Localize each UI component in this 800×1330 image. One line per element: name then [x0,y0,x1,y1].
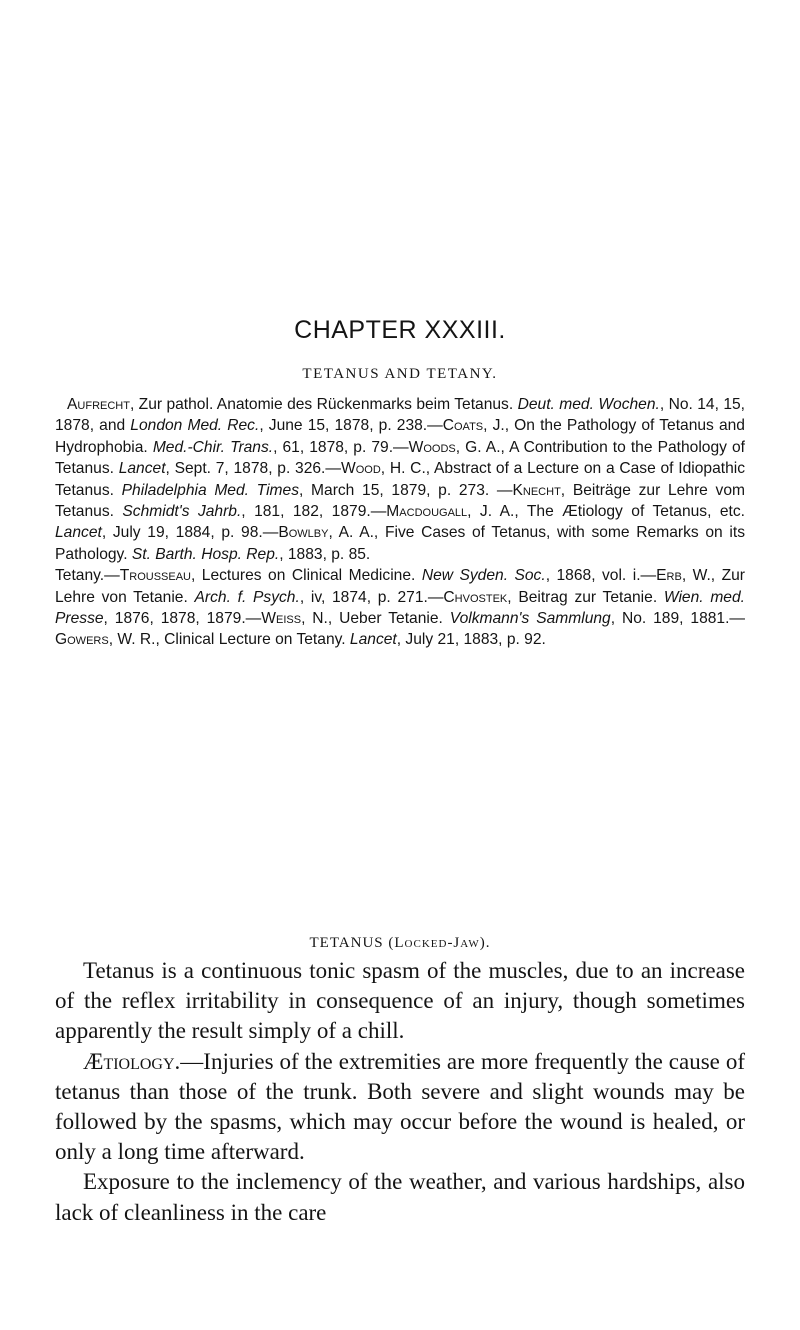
ref-author: Macdougall [386,503,468,521]
aetiology-text: .—Injuries of the extremities are more frequently the cause of tetanus than those of the trunk. Both severe and slight wounds may be followed by the spasms, which may occur before the wound is healed, or only a long time afterward. [55,1048,745,1165]
ref-author: Coats [442,417,484,435]
ref-details: , iv, 1874, p. 271.— [299,588,444,606]
tetany-bibliography-paragraph [55,565,745,651]
subheading-end: ). [479,935,491,951]
ref-text: , J., On the Pathology of Tetanus and Hydrophobia. [55,417,745,456]
chapter-title: CHAPTER XXXIII. [294,316,506,344]
ref-journal: Lancet [349,631,397,649]
ref-journal: Philadelphia Med. Times [121,481,299,499]
ref-author: Gowers [55,631,109,649]
ref-author: Bowlby [278,524,329,542]
ref-details: , Sept. 7, 1878, p. 326.— [165,460,341,478]
ref-text: , J. A., The Ætiology of Tetanus, etc. [467,503,745,521]
ref-journal: London Med. Rec. [130,417,260,435]
ref-details: , 1868, vol. i.— [545,567,657,585]
subsection-heading [55,935,745,952]
ref-details: , No. 189, 1881.— [610,610,746,628]
paragraph-definition: Tetanus is a continuous tonic spasm of the muscles, due to an increase of the reflex irritability in consequence of an injury, though sometimes apparently the result simply of a chill. [55,958,745,1044]
ref-journal: Arch. f. Psych. [194,588,300,606]
ref-text: , W., Zur Lehre von Tetanie. [55,567,745,606]
ref-journal: Wien. med. Presse [55,588,745,628]
ref-details: , June 15, 1878, p. 238.— [259,417,443,435]
ref-text: , W. R., Clinical Lecture on Tetany. [108,631,350,649]
subheading-small-caps: Locked-Jaw [394,935,480,951]
ref-text: , H. C., Abstract of a Lecture on a Case of Idiopathic Tetanus. [55,460,746,499]
ref-text: , Lectures on Clinical Medicine. [190,567,422,585]
paragraph-aetiology [55,1047,745,1168]
ref-details: , 1883, p. 85. [279,545,371,563]
ref-details: , July 21, 1883, p. 92. [396,631,546,649]
ref-details: , No. 14, 15, 1878, and [55,396,745,435]
ref-text: , Zur pathol. Anatomie des Rückenmarks beim Tetanus. [129,396,518,413]
ref-details: , July 19, 1884, p. 98.— [101,524,279,542]
ref-text: , N., Ueber Tetanie. [301,610,450,628]
body-text [55,956,745,1228]
ref-author: Wood [340,460,381,478]
ref-journal: Med.-Chir. Trans. [152,438,274,456]
bibliography [55,394,745,651]
tetany-label: Tetany.— [55,567,120,585]
tetanus-bibliography-paragraph [55,394,745,565]
paragraph-exposure: Exposure to the inclemency of the weather, and various hardships, also lack of cleanliness in the care [55,1169,745,1225]
ref-author: Weiss [261,610,302,628]
ref-author: Trousseau [119,567,191,585]
ref-author: Knecht [512,481,561,499]
ref-author: Chvostek [443,588,508,606]
ref-text: , G. A., A Contribution to the Pathology of Tetanus. [55,438,745,478]
ref-journal: Lancet [55,524,102,542]
ref-details: , 181, 182, 1879.— [241,503,387,521]
ref-journal: Volkmann's Sammlung [449,610,611,628]
ref-author: Woods [408,438,456,456]
ref-journal: Deut. med. Wochen. [517,396,660,413]
ref-journal: St. Barth. Hosp. Rep. [131,545,280,563]
section-title: TETANUS AND TETANY. [302,366,498,382]
ref-text: , A. A., Five Cases of Tetanus, with some Remarks on its Pathology. [55,524,745,563]
ref-details: , 61, 1878, p. 79.— [273,438,409,456]
ref-author: Erb [656,567,682,585]
ref-text: , Beiträge zur Lehre vom Tetanus. [55,481,746,521]
ref-details: , 1876, 1878, 1879.— [103,610,262,628]
ref-text: , Beitrag zur Tetanie. [507,588,664,606]
ref-journal: New Syden. Soc. [421,567,546,585]
ref-author: Aufrecht [67,396,130,413]
subheading-main: TETANUS ( [309,935,395,951]
ref-journal: Lancet [118,460,166,478]
ref-details: , March 15, 1879, p. 273. — [299,481,513,499]
aetiology-label: Ætiology [83,1048,175,1074]
ref-journal: Schmidt's Jahrb. [122,503,242,521]
